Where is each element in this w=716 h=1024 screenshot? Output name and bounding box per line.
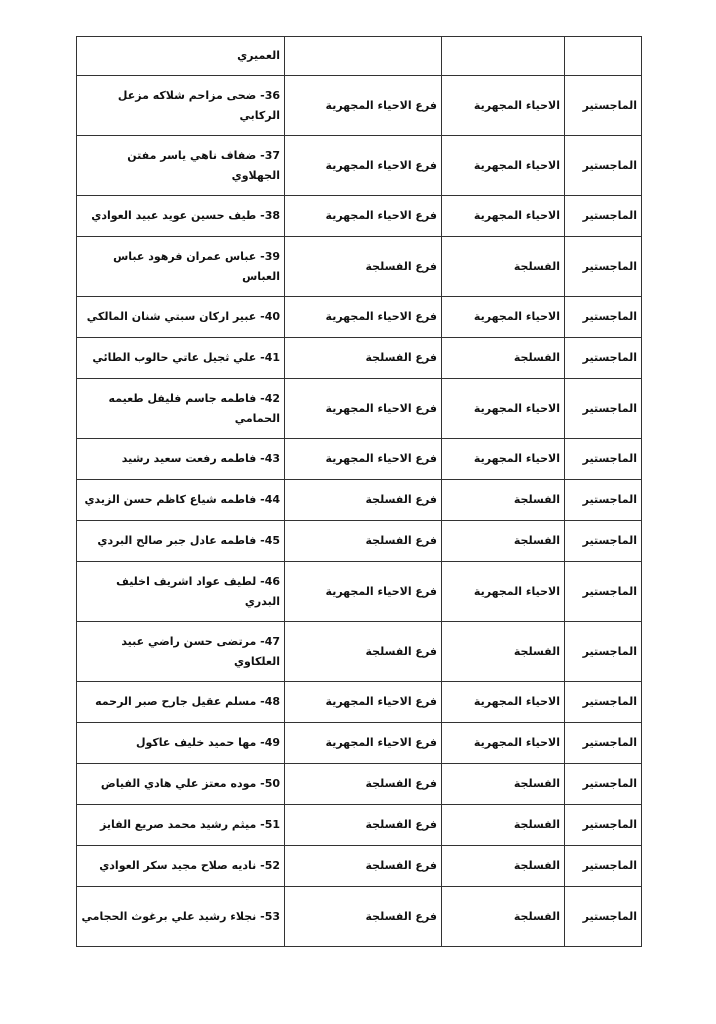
roster-body	[77, 37, 642, 947]
degree-cell	[565, 76, 642, 136]
department-cell	[442, 562, 565, 622]
department-cell-text: الاحياء المجهرية	[473, 158, 560, 172]
table-row	[77, 237, 642, 297]
branch-cell	[285, 379, 442, 439]
department-cell-text: الاحياء المجهرية	[473, 452, 560, 465]
department-cell	[442, 805, 565, 846]
branch-cell	[285, 622, 442, 682]
department-cell-text: الفسلجة	[513, 777, 560, 790]
student-name-cell	[77, 76, 285, 136]
branch-cell-text: فرع الاحياء المجهرية	[325, 158, 437, 172]
department-cell	[442, 338, 565, 379]
branch-cell-text: فرع الاحياء المجهرية	[325, 310, 437, 323]
branch-cell-text: فرع الفسلجة	[365, 259, 437, 273]
student-name-cell	[77, 805, 285, 846]
degree-cell	[565, 764, 642, 805]
branch-cell	[285, 76, 442, 136]
degree-cell	[565, 338, 642, 379]
student-name-cell-text: 52- ناديه صلاح مجيد سكر العوادي	[99, 859, 280, 872]
degree-cell-text: الماجستير	[582, 452, 637, 465]
branch-cell-text: فرع الفسلجة	[365, 777, 437, 790]
branch-cell-text: فرع الفسلجة	[365, 644, 437, 658]
table-row	[77, 136, 642, 196]
department-cell-text: الفسلجة	[513, 493, 560, 506]
department-cell-text: الفسلجة	[513, 859, 560, 872]
degree-cell	[565, 136, 642, 196]
department-cell	[442, 764, 565, 805]
table-row	[77, 37, 642, 76]
branch-cell-text: فرع الفسلجة	[365, 493, 437, 506]
branch-cell	[285, 805, 442, 846]
department-cell	[442, 521, 565, 562]
degree-cell	[565, 562, 642, 622]
branch-cell	[285, 887, 442, 947]
branch-cell	[285, 196, 442, 237]
student-name-cell	[77, 723, 285, 764]
student-name-cell	[77, 887, 285, 947]
department-cell-text: الاحياء المجهرية	[473, 695, 560, 708]
degree-cell-text: الماجستير	[582, 534, 637, 547]
student-name-cell	[77, 136, 285, 196]
branch-cell	[285, 37, 442, 76]
student-name-cell	[77, 439, 285, 480]
degree-cell-text: الماجستير	[582, 401, 637, 415]
department-cell	[442, 37, 565, 76]
degree-cell	[565, 297, 642, 338]
branch-cell	[285, 682, 442, 723]
student-name-cell-text: 42- فاطمه جاسم فليفل طعيمه الحمامي	[108, 391, 280, 425]
table-row	[77, 723, 642, 764]
table-row	[77, 887, 642, 947]
student-roster-table	[76, 36, 642, 947]
department-cell	[442, 682, 565, 723]
department-cell-text: الفسلجة	[513, 351, 560, 364]
student-name-cell-text: 51- ميثم رشيد محمد صريع الفايز	[100, 818, 280, 831]
branch-cell	[285, 237, 442, 297]
student-name-cell	[77, 237, 285, 297]
branch-cell	[285, 562, 442, 622]
branch-cell	[285, 297, 442, 338]
table-row	[77, 297, 642, 338]
branch-cell-text: فرع الاحياء المجهرية	[325, 584, 437, 598]
degree-cell-text: الماجستير	[582, 644, 637, 658]
department-cell-text: الفسلجة	[513, 644, 560, 658]
branch-cell-text: فرع الفسلجة	[365, 534, 437, 547]
degree-cell	[565, 622, 642, 682]
branch-cell	[285, 136, 442, 196]
table-row	[77, 439, 642, 480]
student-name-cell-text: 39- عباس عمران فرهود عباس العباس	[113, 249, 280, 283]
student-name-cell-text: 41- علي ثجيل عاتي حالوب الطائي	[92, 351, 280, 364]
branch-cell-text: فرع الفسلجة	[365, 909, 437, 923]
branch-cell	[285, 338, 442, 379]
degree-cell-text: الماجستير	[582, 98, 637, 112]
student-name-cell-text: 37- ضفاف ناهي ياسر مفتن الجهلاوي	[127, 148, 280, 182]
student-name-cell	[77, 846, 285, 887]
branch-cell-text: فرع الفسلجة	[365, 818, 437, 831]
student-name-cell	[77, 37, 285, 76]
branch-cell	[285, 480, 442, 521]
department-cell	[442, 887, 565, 947]
department-cell-text: الاحياء المجهرية	[473, 209, 560, 222]
table-row	[77, 764, 642, 805]
branch-cell	[285, 723, 442, 764]
student-name-cell-text: 50- موده معتز علي هادي الفياض	[100, 777, 280, 790]
department-cell-text: الاحياء المجهرية	[473, 310, 560, 323]
degree-cell	[565, 37, 642, 76]
branch-cell-text: فرع الاحياء المجهرية	[325, 209, 437, 222]
degree-cell-text: الماجستير	[582, 310, 637, 323]
department-cell	[442, 297, 565, 338]
department-cell-text: الاحياء المجهرية	[473, 401, 560, 415]
student-name-cell-text: 48- مسلم عقيل جارح صبر الرحمه	[95, 695, 280, 708]
degree-cell	[565, 723, 642, 764]
branch-cell-text: فرع الفسلجة	[365, 859, 437, 872]
student-name-cell-text: 46- لطيف عواد اشريف اخليف البدري	[116, 574, 280, 608]
branch-cell	[285, 439, 442, 480]
department-cell	[442, 196, 565, 237]
department-cell-text: الفسلجة	[513, 534, 560, 547]
degree-cell-text: الماجستير	[582, 259, 637, 273]
department-cell	[442, 76, 565, 136]
department-cell-text: الاحياء المجهرية	[473, 584, 560, 598]
degree-cell	[565, 379, 642, 439]
student-name-cell-text: 40- عبير اركان سبتي شنان المالكي	[86, 310, 280, 323]
department-cell-text: الاحياء المجهرية	[473, 736, 560, 749]
student-name-cell	[77, 297, 285, 338]
student-name-cell	[77, 521, 285, 562]
table-row	[77, 805, 642, 846]
department-cell	[442, 846, 565, 887]
department-cell-text: الفسلجة	[513, 818, 560, 831]
degree-cell-text: الماجستير	[582, 695, 637, 708]
degree-cell	[565, 682, 642, 723]
department-cell	[442, 480, 565, 521]
student-name-cell-text: 38- طيف حسين عويد عبيد العوادي	[91, 209, 280, 222]
branch-cell	[285, 846, 442, 887]
branch-cell-text: فرع الاحياء المجهرية	[325, 452, 437, 465]
branch-cell-text: فرع الاحياء المجهرية	[325, 98, 437, 112]
table-row	[77, 682, 642, 723]
table-row	[77, 196, 642, 237]
degree-cell	[565, 439, 642, 480]
branch-cell-text: فرع الاحياء المجهرية	[325, 736, 437, 749]
table-row	[77, 480, 642, 521]
degree-cell-text: الماجستير	[582, 209, 637, 222]
table-row	[77, 379, 642, 439]
branch-cell-text: فرع الفسلجة	[365, 351, 437, 364]
student-name-cell	[77, 196, 285, 237]
department-cell	[442, 136, 565, 196]
degree-cell	[565, 846, 642, 887]
table-row	[77, 846, 642, 887]
department-cell-text: الفسلجة	[513, 259, 560, 273]
department-cell-text: الاحياء المجهرية	[473, 98, 560, 112]
student-name-cell-text: 45- فاطمه عادل جبر صالح البردي	[97, 534, 280, 547]
degree-cell	[565, 480, 642, 521]
student-name-cell	[77, 338, 285, 379]
degree-cell-text: الماجستير	[582, 158, 637, 172]
degree-cell	[565, 521, 642, 562]
student-name-cell	[77, 764, 285, 805]
student-name-cell-text: 36- ضحى مزاحم شلاكه مزعل الركابي	[117, 88, 280, 122]
degree-cell	[565, 887, 642, 947]
degree-cell	[565, 805, 642, 846]
degree-cell-text: الماجستير	[582, 909, 637, 923]
student-name-cell-text: 53- نجلاء رشيد علي برغوث الحجامي	[81, 909, 280, 923]
branch-cell-text: فرع الاحياء المجهرية	[325, 401, 437, 415]
degree-cell-text: الماجستير	[582, 493, 637, 506]
table-row	[77, 76, 642, 136]
student-name-cell	[77, 379, 285, 439]
department-cell-text: الفسلجة	[513, 909, 560, 923]
student-name-cell-text: 47- مرتضى حسن راضي عبيد العلكاوي	[121, 634, 280, 668]
degree-cell	[565, 196, 642, 237]
branch-cell	[285, 764, 442, 805]
degree-cell-text: الماجستير	[582, 818, 637, 831]
student-name-cell-text: 44- فاطمه شياع كاظم حسن الزيدي	[84, 493, 280, 506]
department-cell	[442, 622, 565, 682]
department-cell	[442, 237, 565, 297]
student-name-cell-text: 43- فاطمه رفعت سعيد رشيد	[121, 452, 280, 465]
degree-cell	[565, 237, 642, 297]
branch-cell-text: فرع الاحياء المجهرية	[325, 695, 437, 708]
table-row	[77, 562, 642, 622]
degree-cell-text: الماجستير	[582, 777, 637, 790]
table-row	[77, 521, 642, 562]
degree-cell-text: الماجستير	[582, 584, 637, 598]
table-row	[77, 622, 642, 682]
branch-cell	[285, 521, 442, 562]
student-name-cell	[77, 562, 285, 622]
student-name-cell-text: 49- مها حميد خليف عاكول	[135, 736, 280, 749]
department-cell	[442, 723, 565, 764]
student-name-cell	[77, 682, 285, 723]
table-row	[77, 338, 642, 379]
student-name-cell	[77, 480, 285, 521]
degree-cell-text: الماجستير	[582, 859, 637, 872]
degree-cell-text: الماجستير	[582, 351, 637, 364]
degree-cell-text: الماجستير	[582, 736, 637, 749]
student-name-cell-text: العميري	[237, 49, 280, 62]
department-cell	[442, 439, 565, 480]
department-cell	[442, 379, 565, 439]
student-name-cell	[77, 622, 285, 682]
